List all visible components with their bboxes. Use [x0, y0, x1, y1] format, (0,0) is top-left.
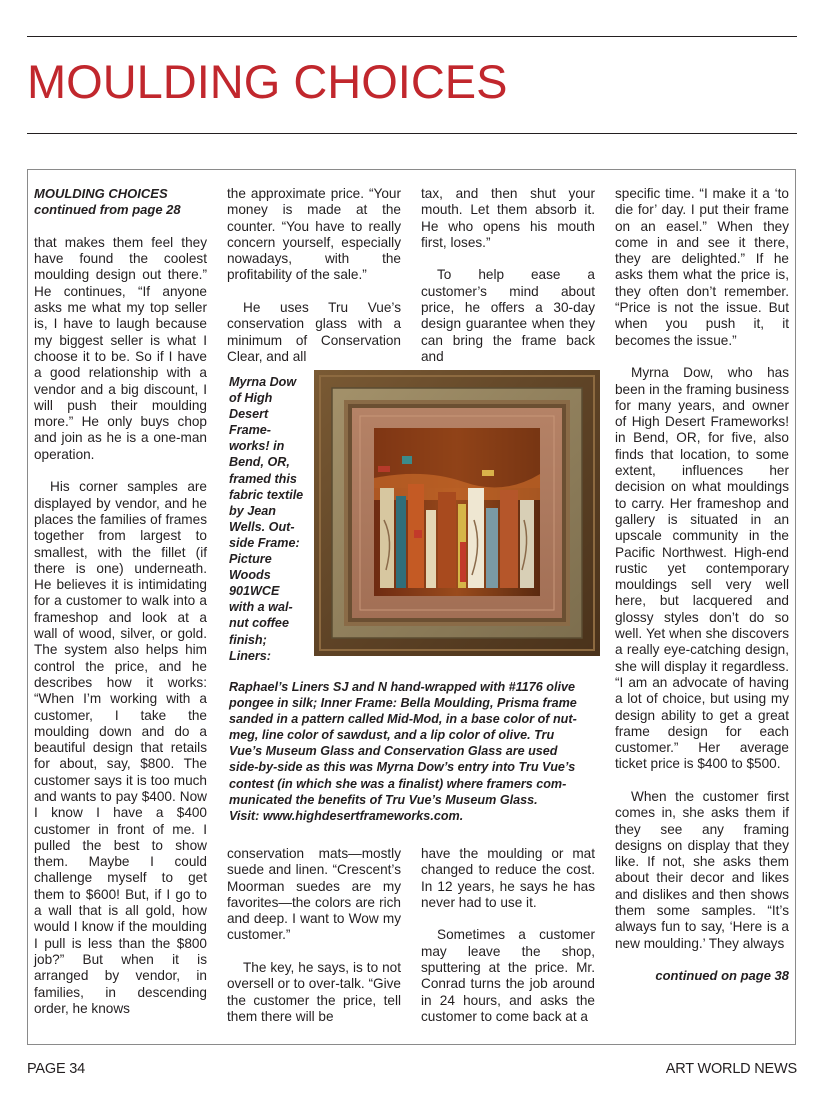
caption-line: municated the benefits of Tru Vue’s Museum Glass. [229, 792, 538, 807]
caption-line: Vue’s Museum Glass and Conservation Glass are used [229, 744, 558, 759]
paragraph: conservation mats—mostly suede and linen. “Crescent’s Moorman suedes are my favorites—the colors are rich and deep. I want to Wow my customer.” [227, 846, 401, 943]
paragraph: The key, he says, is to not oversell or to over-talk. “Give the customer the price, tell them there will be [227, 960, 401, 1024]
caption-line: sanded in a pattern called Mid-Mod, in a base color of nut- [229, 712, 577, 727]
title-rule [27, 133, 797, 134]
caption-line: Wells. Out- [229, 519, 295, 534]
caption-line: of High [229, 391, 273, 406]
caption-line: Bend, OR, [229, 455, 290, 470]
photo-caption-narrow [229, 374, 311, 664]
caption-line: finish; [229, 632, 267, 647]
column-2-top [227, 186, 401, 365]
photo-caption-wide [229, 679, 599, 824]
caption-line: works! in [229, 439, 285, 454]
caption-line: Raphael’s Liners SJ and N hand-wrapped with #1176 olive [229, 680, 575, 694]
caption-line: by Jean [229, 503, 276, 518]
caption-line: Liners: [229, 648, 271, 663]
caption-line: Myrna Dow [229, 375, 297, 389]
column-4 [615, 186, 789, 985]
continued-from-label: continued from page 28 [34, 202, 181, 218]
caption-line: fabric textile [229, 487, 304, 502]
paragraph: Sometimes a customer may leave the shop, sputtering at the price. Mr. Conrad turns the job around in 24 hours, and asks the customer to come back at a [421, 927, 595, 1024]
caption-line: pongee in silk; Inner Frame: Bella Moulding, Prisma frame [229, 696, 577, 711]
caption-line: with a wal- [229, 600, 293, 615]
paragraph: When the customer first comes in, she asks them if they see any framing designs on display that they like. If not, she asks them about their decor and likes and dislikes and then shows them some samples. “It’s always fun to say, ‘Here is a new moulding.’ They always [615, 788, 789, 951]
caption-line: side Frame: [229, 535, 300, 550]
paragraph: have the moulding or mat changed to reduce the cost. In 12 years, he says he has never had to use it. [421, 846, 595, 910]
caption-line: Desert [229, 407, 269, 422]
framed-textile-photo [314, 370, 600, 656]
page-title: MOULDING CHOICES [27, 55, 508, 108]
paragraph: that makes them feel they have found the coolest moulding design out there.” He continues, “If anyone asks me what my top seller is, I have to laugh because my biggest seller is what I choose it to be. So if I have a good relationship with a vendor and a big discount, I will push their moulding more.” He only buys chop and join as he is a one-man operation. [34, 234, 207, 462]
caption-line: contest (in which she was a finalist) where framers com- [229, 776, 567, 791]
caption-line: Frame- [229, 423, 271, 438]
top-rule [27, 36, 797, 37]
continued-on-label: continued on page 38 [655, 968, 789, 984]
paragraph: the approximate price. “Your money is made at the counter. “You have to really concern yourself, especially nowadays, with the profitability of the sale.” [227, 186, 401, 283]
caption-line: Visit: www.highdesertframeworks.com. [229, 808, 464, 823]
column-3-top [421, 186, 595, 365]
column-1 [34, 186, 207, 1017]
column-2-bottom [227, 846, 401, 1025]
caption-line: meg, line color of sawdust, and a lip color of olive. Tru [229, 728, 555, 743]
caption-line: Picture [229, 552, 272, 567]
continuation-heading: MOULDING CHOICES [34, 186, 168, 201]
caption-line: nut coffee [229, 616, 289, 631]
caption-line: side-by-side as this was Myrna Dow’s entry into Tru Vue’s [229, 760, 576, 775]
footer-publication: ART WORLD NEWS [665, 1061, 797, 1077]
paragraph: To help ease a customer’s mind about price, he offers a 30-day design guarantee when they can bring the frame back and [421, 267, 595, 364]
caption-line: Woods [229, 568, 271, 583]
footer-page-number: PAGE 34 [27, 1061, 85, 1077]
caption-line: 901WCE [229, 584, 280, 599]
caption-line: framed this [229, 471, 297, 486]
paragraph: Myrna Dow, who has been in the framing business for many years, and owner of High Desert Frameworks! in Bend, OR, for five, also finds that location, to some extent, influences her decision on what mouldings to carry. Her frameshop and gallery is situated in an upscale community in the Pacific Northwest. High-end rustic yet contemporary mouldings sell very well here, but lacquered and glossy styles don’t do so well. Yet when she discovers a really eye-catching design, she will display it regardless. “I am an advocate of having a lot of choice, but using my design ability to get a great frame design for each customer.” Her average ticket price is $400 to $500. [615, 365, 789, 772]
paragraph: tax, and then shut your mouth. Let them absorb it. He who opens his mouth first, loses.” [421, 186, 595, 250]
paragraph: He uses Tru Vue’s conservation glass with a minimum of Conservation Clear, and all [227, 300, 401, 364]
paragraph: specific time. “I make it a ‘to die for’ day. I put their frame on an easel.” When they come in and see it there, they are delighted.” If he asks them what the price is, they often don’t remember. “Price is not the issue. But when you push it, it becomes the issue.” [615, 186, 789, 348]
paragraph: His corner samples are displayed by vendor, and he places the families of frames together from largest to smallest, with the fillet (if there is one) underneath. He believes it is intimidating for a customer to walk into a frameshop and look at a wall of wood, silver, or gold. The system also helps him control the price, and he describes how it works: “When I’m working with a customer, I take the moulding down and do a beautiful design that retails for about, say, $800. The customer says it is too much and wants to pay $400. Now I know I have a $400 customer in front of me. I pulled the best to show them. Maybe I could challenge myself to get them to $600! But, if I go to a wall that is all gold, how would I know if the moulding I pull is less than the $800 job?” But when it is arranged by vendor, in families, in descending order, he knows [34, 479, 207, 1016]
column-3-bottom [421, 846, 595, 1025]
